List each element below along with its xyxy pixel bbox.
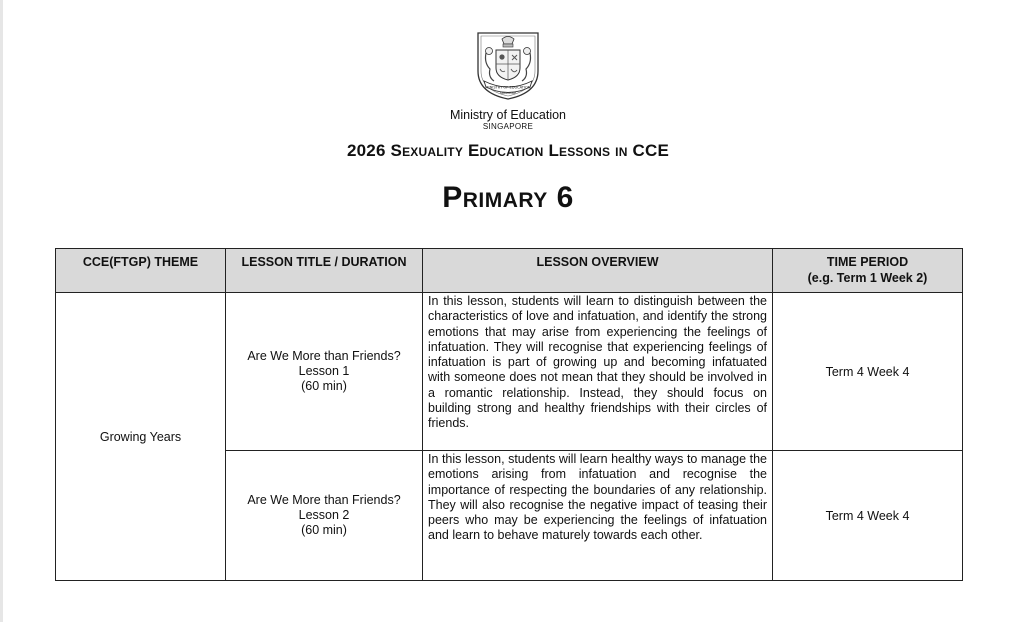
column-header-period-label: TIME PERIOD [826, 255, 909, 269]
lesson-title-cell [226, 451, 423, 581]
level-heading: Primary 6 [442, 181, 574, 214]
moe-singapore-crest-icon [476, 31, 540, 101]
lesson-title: Are We More than Friends? [247, 349, 401, 363]
page-edge [0, 0, 3, 622]
document-title: 2026 Sexuality Education Lessons in CCE [347, 141, 669, 160]
table-header-row [56, 249, 963, 293]
column-header-period-example: (e.g. Term 1 Week 2) [807, 271, 928, 285]
time-period-cell: Term 4 Week 4 [773, 293, 963, 451]
lesson-duration: (60 min) [301, 379, 347, 393]
column-header-theme: CCE(FTGP) THEME [56, 249, 226, 293]
column-header-period [773, 249, 963, 293]
lesson-title: Are We More than Friends? [247, 493, 401, 507]
column-header-overview: LESSON OVERVIEW [423, 249, 773, 293]
lesson-duration: (60 min) [301, 523, 347, 537]
lessons-table [55, 248, 963, 581]
crest-ribbon-text: MINISTRY OF EDUCATION [485, 85, 531, 90]
table-row [56, 293, 963, 451]
lesson-overview-cell: In this lesson, students will learn to distinguish between the characteristics of love and infatuation, and identify the strong emotions that may arise from experiencing the feelings of infatuation. They will recognise that experiencing feelings of infatuation is part of growing up and becoming infatuated with someone does not mean that they should be involved in a romantic relationship. Instead, they should focus on building strong and healthy friendships with their circles of friends. [423, 293, 773, 451]
time-period-cell: Term 4 Week 4 [773, 451, 963, 581]
theme-cell: Growing Years [56, 293, 226, 581]
ministry-country: SINGAPORE [482, 122, 534, 131]
ministry-name-block [0, 108, 1016, 132]
lesson-number: Lesson 1 [298, 364, 350, 378]
crest-motto-text: SINGAPORE [499, 91, 517, 96]
lesson-overview-cell: In this lesson, students will learn healthy ways to manage the emotions arising from infatuation and recognise the importance of respecting the boundaries of any relationship. They will also recognise the negative impact of teasing their peers who may be experiencing the feelings of infatuation and learn to behave maturely towards each other. [423, 451, 773, 581]
column-header-title: LESSON TITLE / DURATION [226, 249, 423, 293]
lesson-number: Lesson 2 [298, 508, 350, 522]
ministry-name: Ministry of Education [449, 108, 567, 122]
lesson-title-cell [226, 293, 423, 451]
